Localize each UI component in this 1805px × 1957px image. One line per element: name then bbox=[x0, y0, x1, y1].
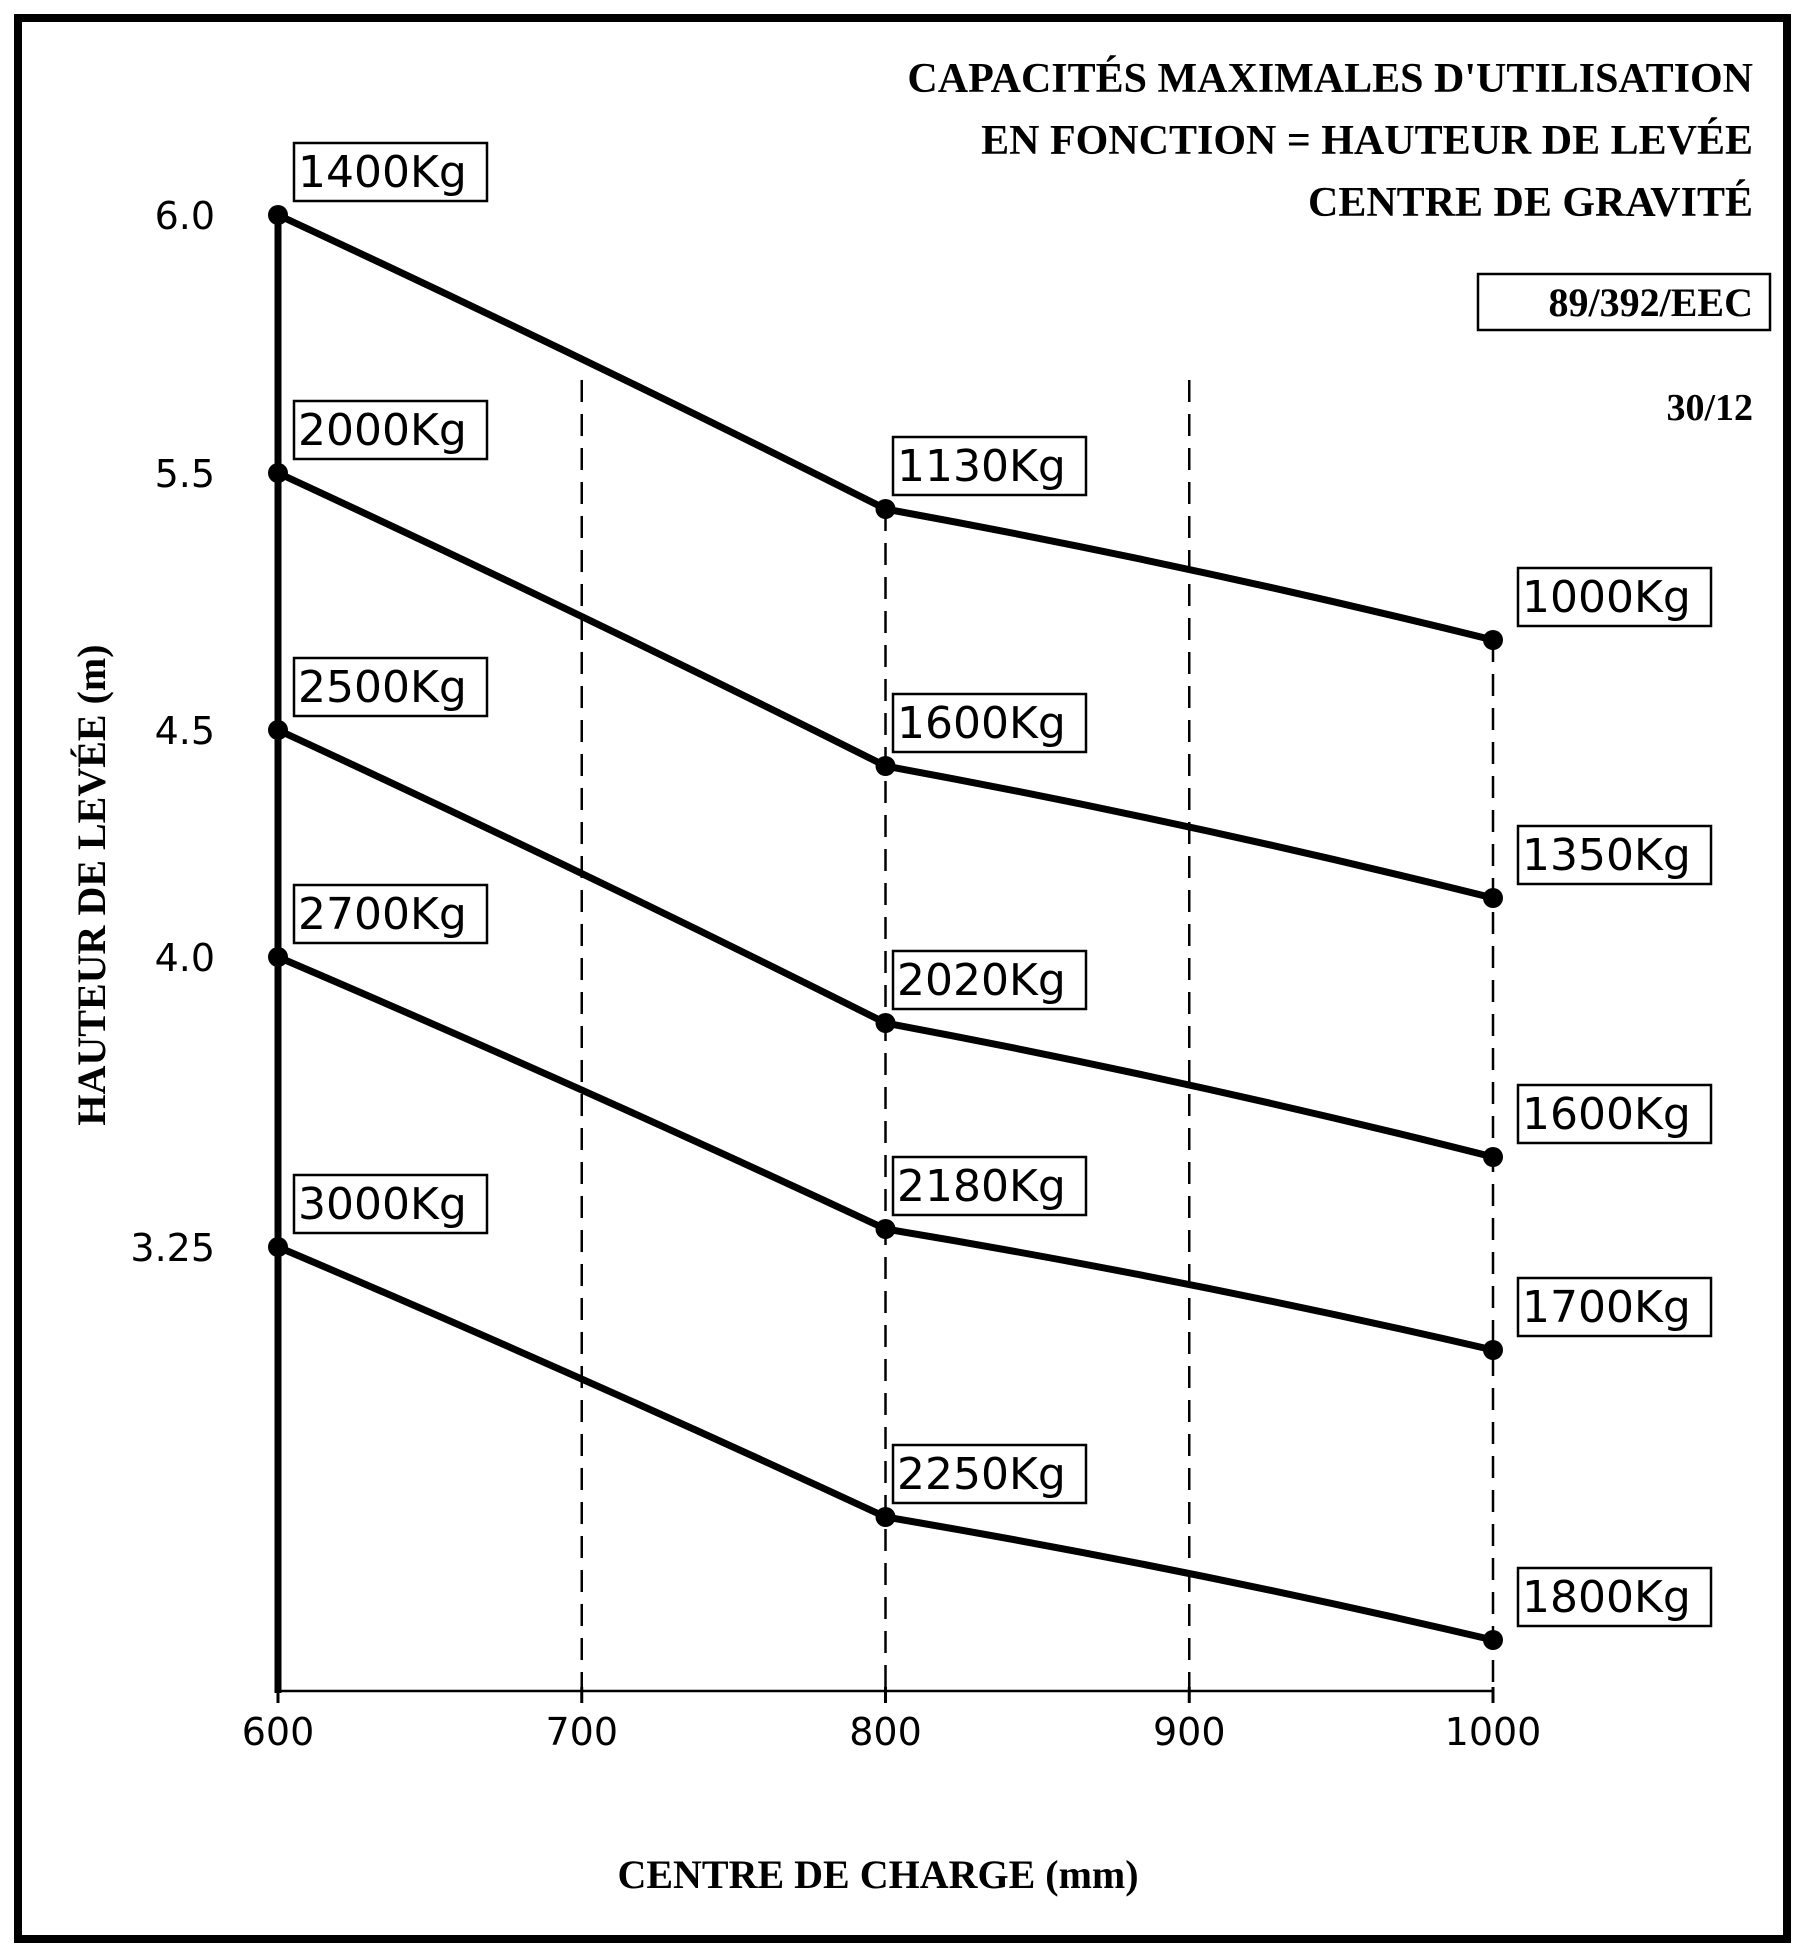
x-tick-label: 1000 bbox=[1444, 1710, 1542, 1754]
data-point bbox=[1483, 630, 1503, 650]
data-point bbox=[268, 205, 288, 225]
y-tick-label: 3.25 bbox=[130, 1226, 215, 1270]
data-label: 1000Kg bbox=[1522, 572, 1691, 623]
data-label: 1350Kg bbox=[1522, 830, 1691, 881]
data-point bbox=[876, 1219, 896, 1239]
data-point bbox=[268, 947, 288, 967]
x-tick-label: 900 bbox=[1152, 1710, 1226, 1754]
x-tick-label: 700 bbox=[545, 1710, 619, 1754]
x-tick-label: 600 bbox=[241, 1710, 315, 1754]
data-label: 2700Kg bbox=[298, 889, 467, 940]
data-label: 1130Kg bbox=[897, 441, 1066, 492]
data-point bbox=[268, 1237, 288, 1257]
data-label: 1400Kg bbox=[298, 147, 467, 198]
data-point bbox=[876, 1013, 896, 1033]
data-label: 3000Kg bbox=[298, 1179, 467, 1230]
data-point bbox=[1483, 1340, 1503, 1360]
data-label: 1600Kg bbox=[1522, 1089, 1691, 1140]
chart-title-line: CENTRE DE GRAVITÉ bbox=[1308, 180, 1753, 226]
data-point bbox=[1483, 888, 1503, 908]
data-label: 2500Kg bbox=[298, 662, 467, 713]
data-label: 2000Kg bbox=[298, 405, 467, 456]
y-tick-label: 4.5 bbox=[154, 709, 215, 753]
data-label: 2180Kg bbox=[897, 1161, 1066, 1212]
document-code: 30/12 bbox=[1666, 387, 1753, 429]
y-tick-label: 4.0 bbox=[154, 936, 215, 980]
data-point bbox=[268, 463, 288, 483]
data-point bbox=[1483, 1630, 1503, 1650]
data-label: 1700Kg bbox=[1522, 1282, 1691, 1333]
data-point bbox=[876, 499, 896, 519]
data-label: 2250Kg bbox=[897, 1449, 1066, 1500]
data-label: 2020Kg bbox=[897, 955, 1066, 1006]
data-point bbox=[876, 1507, 896, 1527]
y-axis-label: HAUTEUR DE LEVÉE (m) bbox=[69, 644, 114, 1126]
x-tick-label: 800 bbox=[849, 1710, 922, 1754]
chart-title-line: EN FONCTION = HAUTEUR DE LEVÉE bbox=[981, 118, 1753, 164]
data-label: 1800Kg bbox=[1522, 1572, 1691, 1623]
data-label: 1600Kg bbox=[897, 698, 1066, 749]
x-axis-label: CENTRE DE CHARGE (mm) bbox=[617, 1852, 1139, 1897]
y-tick-label: 5.5 bbox=[154, 452, 215, 496]
regulation-badge: 89/392/EEC bbox=[1548, 280, 1753, 325]
data-point bbox=[268, 720, 288, 740]
data-point bbox=[876, 756, 896, 776]
chart-title-line: CAPACITÉS MAXIMALES D'UTILISATION bbox=[907, 56, 1753, 102]
y-tick-label: 6.0 bbox=[154, 194, 215, 238]
data-point bbox=[1483, 1147, 1503, 1167]
